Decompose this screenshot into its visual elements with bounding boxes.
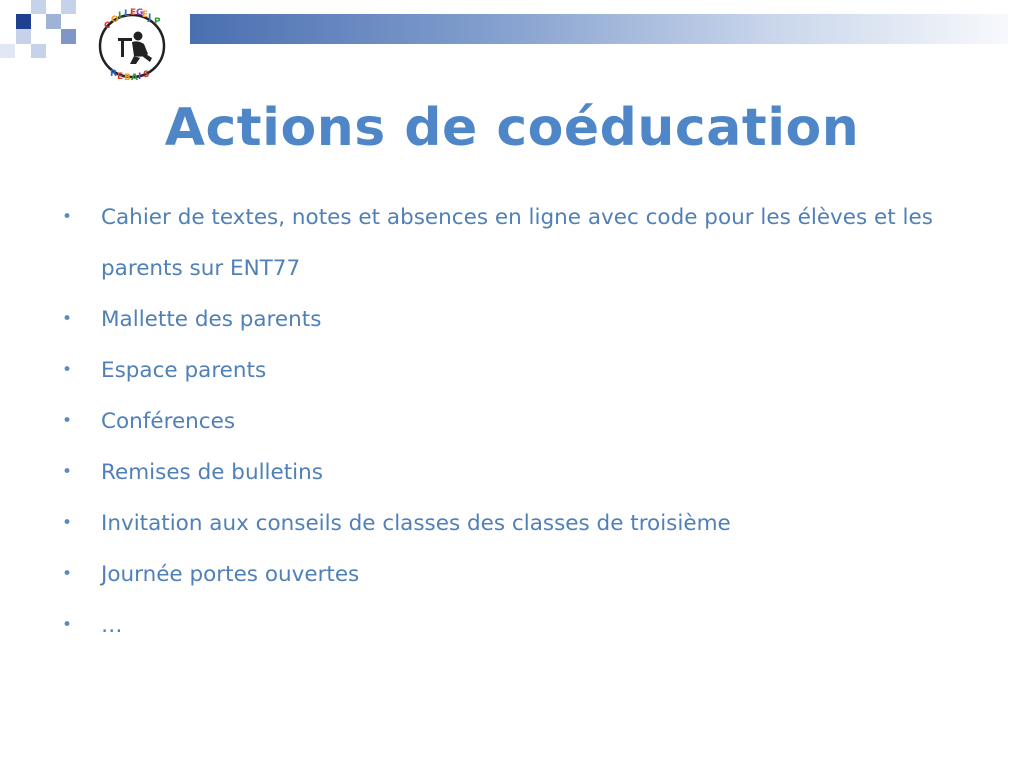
list-item (60, 345, 960, 396)
list-item (60, 600, 960, 651)
school-logo (92, 8, 172, 84)
school-logo-icon (92, 8, 172, 84)
slide-title: Actions de coéducation (164, 98, 860, 158)
list-item-text: Cahier de textes, notes et absences en ligne avec code pour les élèves et les parents sur ENT77 (101, 205, 933, 281)
list-item (60, 294, 960, 345)
list-item (60, 549, 960, 600)
bullet-icon: • (62, 309, 73, 329)
svg-text:P: P (154, 17, 161, 27)
list-item-text: Invitation aux conseils de classes des classes de troisième (101, 511, 731, 536)
list-item (60, 498, 960, 549)
bullet-icon: • (62, 513, 73, 533)
svg-text:S: S (143, 70, 150, 80)
decorative-square (46, 14, 61, 29)
list-item (60, 192, 960, 294)
decorative-square (61, 29, 76, 44)
svg-text:L: L (124, 9, 130, 19)
bullet-icon: • (62, 462, 73, 482)
bullet-list (60, 192, 960, 651)
decorative-square (31, 44, 46, 58)
svg-text:C: C (104, 21, 111, 31)
list-item-text: Espace parents (101, 358, 267, 383)
bullet-icon: • (62, 615, 73, 635)
decorative-square (31, 0, 46, 14)
svg-text:G: G (136, 8, 144, 18)
list-item-text: Journée portes ouvertes (101, 562, 360, 587)
svg-text:L: L (118, 11, 124, 21)
svg-text:J: J (148, 13, 152, 23)
svg-text:A: A (131, 73, 138, 83)
bullet-icon: • (62, 360, 73, 380)
decorative-square (61, 0, 76, 14)
decorative-square (16, 14, 31, 29)
list-item-text: … (101, 613, 123, 638)
svg-text:E: E (117, 72, 124, 82)
svg-text:R: R (110, 69, 117, 79)
decorative-square (16, 29, 31, 44)
list-item-text: Conférences (101, 409, 236, 434)
bullet-icon: • (62, 564, 73, 584)
decorative-square (0, 44, 15, 58)
list-item-text: Remises de bulletins (101, 460, 323, 485)
svg-text:E: E (142, 10, 149, 20)
bullet-icon: • (62, 207, 73, 227)
svg-text:E: E (130, 8, 137, 18)
list-item-text: Mallette des parents (101, 307, 322, 332)
svg-text:O: O (111, 15, 119, 25)
list-item (60, 447, 960, 498)
header-band (190, 14, 1008, 44)
svg-text:B: B (124, 73, 131, 83)
bullet-icon: • (62, 411, 73, 431)
list-item (60, 396, 960, 447)
svg-text:I: I (138, 72, 142, 82)
